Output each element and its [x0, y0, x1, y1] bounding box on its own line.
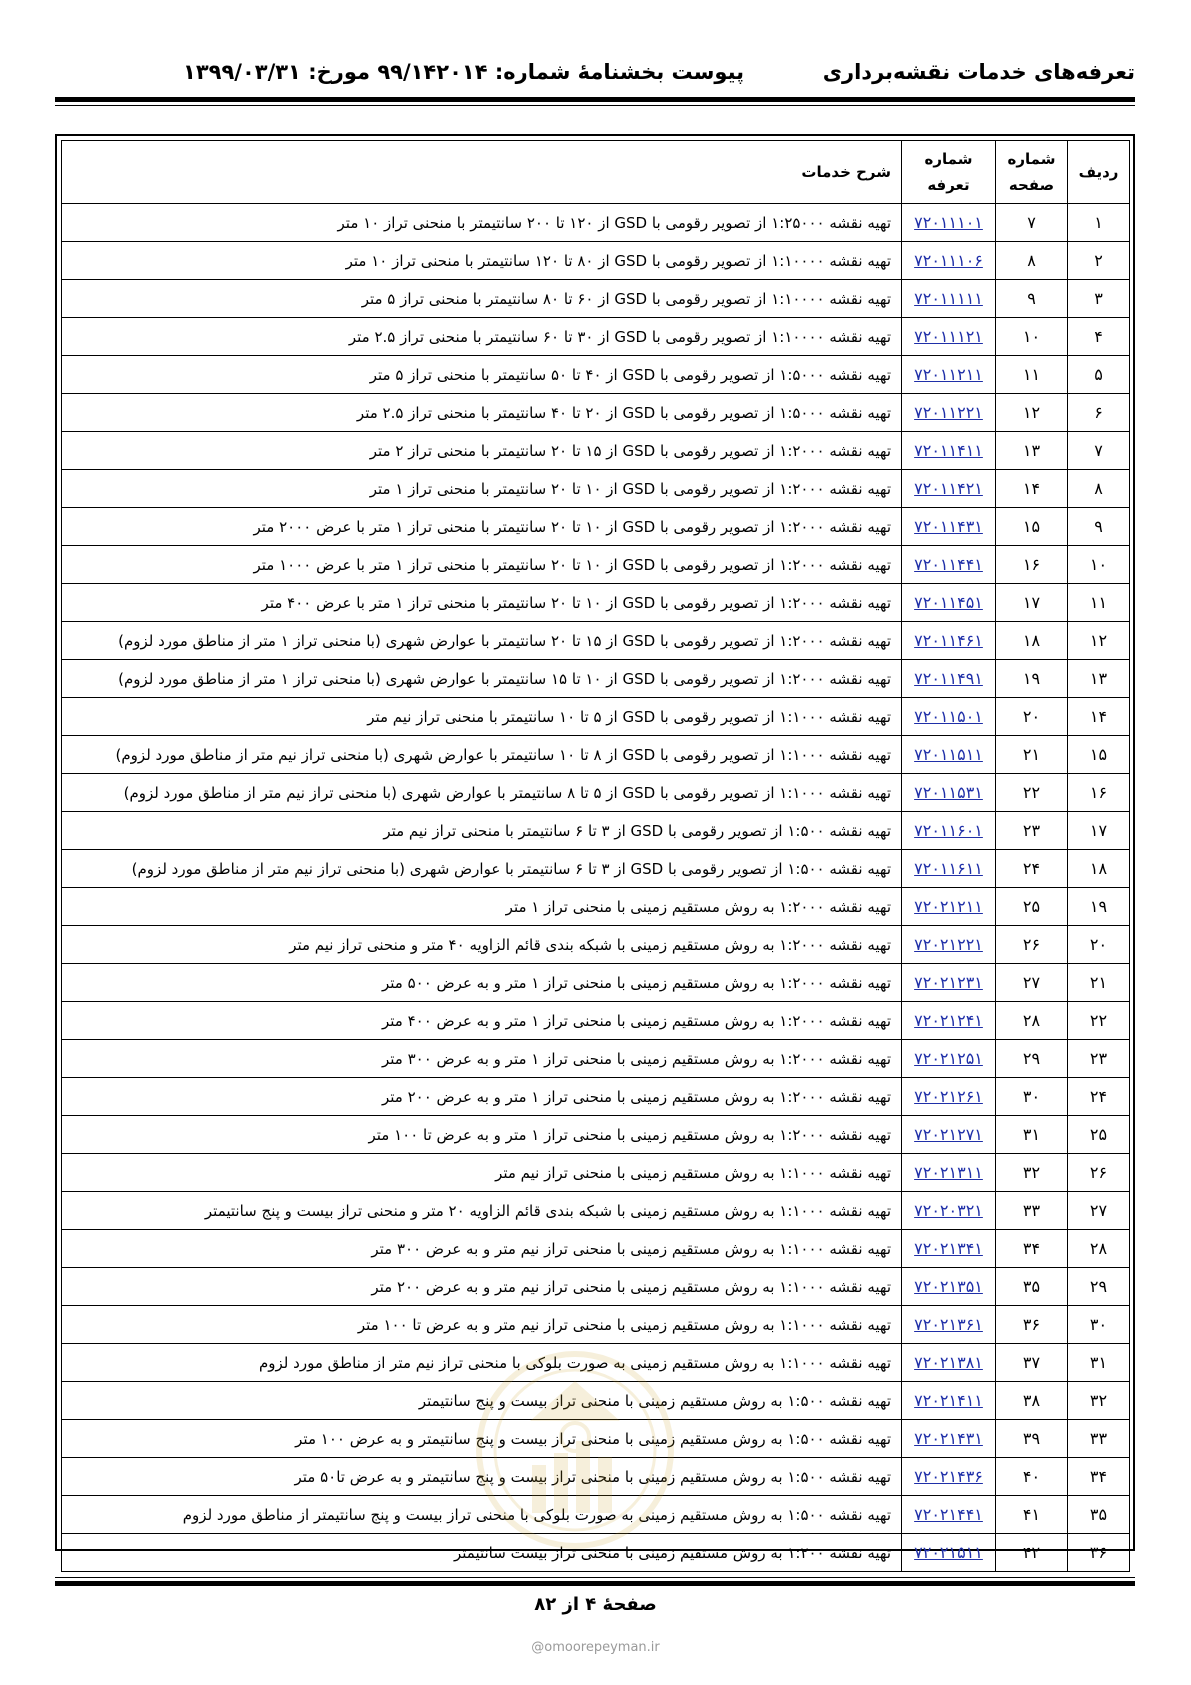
page-number-cell: ۱۵: [996, 508, 1068, 546]
page-number-cell: ۹: [996, 280, 1068, 318]
tariff-code-link[interactable]: ۷۲۰۲۱۲۲۱: [914, 935, 983, 954]
header-page-number: شماره صفحه: [996, 141, 1068, 204]
page-number-cell: ۱۲: [996, 394, 1068, 432]
page-number-cell: ۳۴: [996, 1230, 1068, 1268]
table-row: [62, 508, 1130, 546]
page-number: صفحهٔ ۴ از ۸۲: [534, 1594, 657, 1615]
page-number-cell: ۱۹: [996, 660, 1068, 698]
row-number-cell: ۱۶: [1068, 774, 1130, 812]
tariff-code-cell: [902, 888, 996, 926]
row-number-cell: ۱۰: [1068, 546, 1130, 584]
service-description-cell: تهیه نقشه ۱:۱۰۰۰ از تصویر رقومی با GSD از ۵ تا ۸ سانتیمتر با عوارض شهری (با منحنی تراز نیم متر از مناطق مورد لزوم): [62, 774, 902, 812]
page-number-cell: ۳۲: [996, 1154, 1068, 1192]
service-description-cell: تهیه نقشه ۱:۲۰۰۰ به روش مستقیم زمینی با منحنی تراز ۱ متر و به عرض ۳۰۰ متر: [62, 1040, 902, 1078]
row-number-cell: ۳۰: [1068, 1306, 1130, 1344]
page-number-cell: ۲۴: [996, 850, 1068, 888]
table-row: [62, 356, 1130, 394]
row-number-cell: ۲۶: [1068, 1154, 1130, 1192]
tariff-code-link[interactable]: ۷۲۰۱۱۴۵۱: [914, 593, 983, 612]
tariff-code-link[interactable]: ۷۲۰۲۱۳۴۱: [914, 1239, 983, 1258]
service-description-cell: تهیه نقشه ۱:۲۰۰۰ به روش مستقیم زمینی با منحنی تراز ۱ متر و به عرض تا ۱۰۰ متر: [62, 1116, 902, 1154]
page-number-cell: ۲۲: [996, 774, 1068, 812]
table-row: [62, 1344, 1130, 1382]
row-number-cell: ۳۲: [1068, 1382, 1130, 1420]
row-number-cell: ۳۵: [1068, 1496, 1130, 1534]
tariff-code-cell: [902, 964, 996, 1002]
service-description-cell: تهیه نقشه ۱:۲۰۰۰ از تصویر رقومی با GSD از ۱۰ تا ۲۰ سانتیمتر با منحنی تراز ۱ متر: [62, 470, 902, 508]
tariff-code-cell: [902, 546, 996, 584]
tariff-code-cell: [902, 356, 996, 394]
tariff-code-cell: [902, 736, 996, 774]
service-description-cell: تهیه نقشه ۱:۲۰۰۰ از تصویر رقومی با GSD از ۱۰ تا ۲۰ سانتیمتر با منحنی تراز ۱ متر با عرض ۴۰۰ متر: [62, 584, 902, 622]
row-number-cell: ۲۴: [1068, 1078, 1130, 1116]
tariff-code-link[interactable]: ۷۲۰۲۱۲۶۱: [914, 1087, 983, 1106]
page-number-cell: ۱۳: [996, 432, 1068, 470]
row-number-cell: ۲۲: [1068, 1002, 1130, 1040]
tariff-table: [61, 140, 1130, 1572]
table-row: [62, 1002, 1130, 1040]
service-description-cell: تهیه نقشه ۱:۱۰۰۰۰ از تصویر رقومی با GSD از ۶۰ تا ۸۰ سانتیمتر با منحنی تراز ۵ متر: [62, 280, 902, 318]
page-number-cell: ۲۹: [996, 1040, 1068, 1078]
table-row: [62, 812, 1130, 850]
tariff-code-cell: [902, 1344, 996, 1382]
page-number-cell: ۲۵: [996, 888, 1068, 926]
table-row: [62, 204, 1130, 242]
service-description-cell: تهیه نقشه ۱:۲۵۰۰۰ از تصویر رقومی با GSD از ۱۲۰ تا ۲۰۰ سانتیمتر با منحنی تراز ۱۰ متر: [62, 204, 902, 242]
tariff-code-cell: [902, 698, 996, 736]
table-row: [62, 432, 1130, 470]
tariff-table-frame: [55, 134, 1135, 1562]
row-number-cell: ۶: [1068, 394, 1130, 432]
row-number-cell: ۱۸: [1068, 850, 1130, 888]
tariff-code-link[interactable]: ۷۲۰۲۱۲۳۱: [914, 973, 983, 992]
service-description-cell: تهیه نقشه ۱:۵۰۰ از تصویر رقومی با GSD از ۳ تا ۶ سانتیمتر با عوارض شهری (با منحنی تراز نیم متر از مناطق مورد لزوم): [62, 850, 902, 888]
row-number-cell: ۹: [1068, 508, 1130, 546]
tariff-code-link[interactable]: ۷۲۰۲۰۳۲۱: [914, 1201, 983, 1220]
page-number-cell: ۱۱: [996, 356, 1068, 394]
tariff-code-cell: [902, 242, 996, 280]
tariff-code-cell: [902, 280, 996, 318]
tariff-code-cell: [902, 1116, 996, 1154]
service-description-cell: تهیه نقشه ۱:۲۰۰۰ به روش مستقیم زمینی با منحنی تراز ۱ متر و به عرض ۵۰۰ متر: [62, 964, 902, 1002]
tariff-code-cell: [902, 1458, 996, 1496]
tariff-code-link[interactable]: ۷۲۰۱۱۴۲۱: [914, 479, 983, 498]
tariff-code-cell: [902, 1496, 996, 1534]
service-description-cell: تهیه نقشه ۱:۱۰۰۰۰ از تصویر رقومی با GSD از ۳۰ تا ۶۰ سانتیمتر با منحنی تراز ۲.۵ متر: [62, 318, 902, 356]
table-row: [62, 1268, 1130, 1306]
tariff-code-link[interactable]: ۷۲۰۱۱۴۴۱: [914, 555, 983, 574]
tariff-code-link[interactable]: ۷۲۰۲۱۴۳۶: [914, 1467, 983, 1486]
footer-rule-thin: [55, 1577, 1135, 1578]
table-row: [62, 1078, 1130, 1116]
table-row: [62, 1192, 1130, 1230]
tariff-code-cell: [902, 1306, 996, 1344]
row-number-cell: ۲۸: [1068, 1230, 1130, 1268]
row-number-cell: ۳۱: [1068, 1344, 1130, 1382]
page-number-cell: ۳۸: [996, 1382, 1068, 1420]
table-row: [62, 850, 1130, 888]
table-row: [62, 964, 1130, 1002]
tariff-code-link[interactable]: ۷۲۰۱۱۴۹۱: [914, 669, 983, 688]
page-number-cell: ۴۲: [996, 1534, 1068, 1572]
header-tariff-code: شماره تعرفه: [902, 141, 996, 204]
tariff-code-cell: [902, 1078, 996, 1116]
tariff-code-cell: [902, 812, 996, 850]
service-description-cell: تهیه نقشه ۱:۱۰۰۰ از تصویر رقومی با GSD از ۸ تا ۱۰ سانتیمتر با عوارض شهری (با منحنی تراز نیم متر از مناطق مورد لزوم): [62, 736, 902, 774]
service-description-cell: تهیه نقشه ۱:۲۰۰۰ به روش مستقیم زمینی با منحنی تراز ۱ متر و به عرض ۴۰۰ متر: [62, 1002, 902, 1040]
tariff-code-link[interactable]: ۷۲۰۲۱۳۱۱: [914, 1163, 983, 1182]
page-header: [55, 54, 1135, 94]
tariff-code-cell: [902, 584, 996, 622]
tariff-code-link[interactable]: ۷۲۰۱۱۵۱۱: [914, 745, 983, 764]
tariff-code-link[interactable]: ۷۲۰۱۱۱۰۶: [914, 251, 983, 270]
service-description-cell: تهیه نقشه ۱:۲۰۰۰ از تصویر رقومی با GSD از ۱۵ تا ۲۰ سانتیمتر با عوارض شهری (با منحنی تراز ۱ متر از مناطق مورد لزوم): [62, 622, 902, 660]
row-number-cell: ۳۴: [1068, 1458, 1130, 1496]
tariff-code-cell: [902, 1154, 996, 1192]
tariff-code-link[interactable]: ۷۲۰۲۱۲۴۱: [914, 1011, 983, 1030]
row-number-cell: ۷: [1068, 432, 1130, 470]
tariff-code-link[interactable]: ۷۲۰۱۱۶۱۱: [914, 859, 983, 878]
table-row: [62, 698, 1130, 736]
tariff-code-cell: [902, 850, 996, 888]
page-number-cell: ۳۰: [996, 1078, 1068, 1116]
table-body: [62, 204, 1130, 1572]
table-row: [62, 470, 1130, 508]
row-number-cell: ۱۵: [1068, 736, 1130, 774]
table-row: [62, 622, 1130, 660]
row-number-cell: ۲۱: [1068, 964, 1130, 1002]
row-number-cell: ۱۷: [1068, 812, 1130, 850]
service-description-cell: تهیه نقشه ۱:۵۰۰۰ از تصویر رقومی با GSD از ۲۰ تا ۴۰ سانتیمتر با منحنی تراز ۲.۵ متر: [62, 394, 902, 432]
page-number-cell: ۴۱: [996, 1496, 1068, 1534]
service-description-cell: تهیه نقشه ۱:۱۰۰۰ به روش مستقیم زمینی با منحنی تراز نیم متر: [62, 1154, 902, 1192]
tariff-code-cell: [902, 1420, 996, 1458]
service-description-cell: تهیه نقشه ۱:۵۰۰ به روش مستقیم زمینی با منحنی تراز بیست و پنج سانتیمتر: [62, 1382, 902, 1420]
table-row: [62, 1230, 1130, 1268]
tariff-code-link[interactable]: ۷۲۰۱۱۵۰۱: [914, 707, 983, 726]
row-number-cell: ۲۷: [1068, 1192, 1130, 1230]
table-row: [62, 1420, 1130, 1458]
table-row: [62, 394, 1130, 432]
service-description-cell: تهیه نقشه ۱:۱۰۰۰ به روش مستقیم زمینی با منحنی تراز نیم متر و به عرض ۲۰۰ متر: [62, 1268, 902, 1306]
table-row: [62, 926, 1130, 964]
service-description-cell: تهیه نقشه ۱:۲۰۰۰ به روش مستقیم زمینی با منحنی تراز ۱ متر: [62, 888, 902, 926]
table-row: [62, 318, 1130, 356]
tariff-code-cell: [902, 394, 996, 432]
page-number-cell: ۱۸: [996, 622, 1068, 660]
tariff-code-link[interactable]: ۷۲۰۱۱۲۱۱: [914, 365, 983, 384]
table-row: [62, 1040, 1130, 1078]
service-description-cell: تهیه نقشه ۱:۱۰۰۰ به روش مستقیم زمینی با منحنی تراز نیم متر و به عرض تا ۱۰۰ متر: [62, 1306, 902, 1344]
header-description: شرح خدمات: [62, 141, 902, 204]
tariff-code-cell: [902, 508, 996, 546]
tariff-code-link[interactable]: ۷۲۰۱۱۱۰۱: [914, 213, 983, 232]
service-description-cell: تهیه نقشه ۱:۵۰۰ به روش مستقیم زمینی با منحنی تراز بیست و پنج سانتیمتر و به عرض ۱۰۰ متر: [62, 1420, 902, 1458]
service-description-cell: تهیه نقشه ۱:۲۰۰۰ از تصویر رقومی با GSD از ۱۵ تا ۲۰ سانتیمتر با منحنی تراز ۲ متر: [62, 432, 902, 470]
service-description-cell: تهیه نقشه ۱:۲۰۰ به روش مستقیم زمینی با منحنی تراز بیست سانتیمتر: [62, 1534, 902, 1572]
row-number-cell: ۳: [1068, 280, 1130, 318]
header-row-number: ردیف: [1068, 141, 1130, 204]
service-description-cell: تهیه نقشه ۱:۵۰۰ از تصویر رقومی با GSD از ۳ تا ۶ سانتیمتر با منحنی تراز نیم متر: [62, 812, 902, 850]
tariff-code-link[interactable]: ۷۲۰۲۱۴۴۱: [914, 1505, 983, 1524]
page-number-cell: ۳۹: [996, 1420, 1068, 1458]
tariff-code-link[interactable]: ۷۲۰۲۱۳۶۱: [914, 1315, 983, 1334]
page-number-cell: ۲۰: [996, 698, 1068, 736]
tariff-code-link[interactable]: ۷۲۰۲۱۵۱۱: [914, 1543, 983, 1562]
tariff-code-link[interactable]: ۷۲۰۱۱۴۶۱: [914, 631, 983, 650]
tariff-code-cell: [902, 1534, 996, 1572]
page-number-cell: ۲۳: [996, 812, 1068, 850]
service-description-cell: تهیه نقشه ۱:۱۰۰۰ به روش مستقیم زمینی با شبکه بندی قائم الزاویه ۲۰ متر و منحنی تراز بیست و پنج سانتیمتر: [62, 1192, 902, 1230]
tariff-code-cell: [902, 1268, 996, 1306]
table-row: [62, 660, 1130, 698]
table-row: [62, 888, 1130, 926]
tariff-code-cell: [902, 1230, 996, 1268]
tariff-code-link[interactable]: ۷۲۰۱۱۵۳۱: [914, 783, 983, 802]
row-number-cell: ۱۴: [1068, 698, 1130, 736]
page-number-cell: ۳۵: [996, 1268, 1068, 1306]
service-description-cell: تهیه نقشه ۱:۲۰۰۰ از تصویر رقومی با GSD از ۱۰ تا ۱۵ سانتیمتر با عوارض شهری (با منحنی تراز ۱ متر از مناطق مورد لزوم): [62, 660, 902, 698]
tariff-code-link[interactable]: ۷۲۰۲۱۴۱۱: [914, 1391, 983, 1410]
table-row: [62, 546, 1130, 584]
tariff-code-cell: [902, 926, 996, 964]
service-description-cell: تهیه نقشه ۱:۲۰۰۰ از تصویر رقومی با GSD از ۱۰ تا ۲۰ سانتیمتر با منحنی تراز ۱ متر با عرض ۱۰۰۰ متر: [62, 546, 902, 584]
tariff-code-cell: [902, 1382, 996, 1420]
tariff-code-cell: [902, 774, 996, 812]
table-row: [62, 1154, 1130, 1192]
row-number-cell: ۲۵: [1068, 1116, 1130, 1154]
tariff-code-link[interactable]: ۷۲۰۱۱۱۲۱: [914, 327, 983, 346]
header-rule-thin: [55, 105, 1135, 106]
table-row: [62, 1458, 1130, 1496]
page-number-cell: ۱۰: [996, 318, 1068, 356]
website-watermark: @omoorepeyman.ir: [531, 1640, 660, 1655]
tariff-code-cell: [902, 470, 996, 508]
page-number-cell: ۸: [996, 242, 1068, 280]
service-description-cell: تهیه نقشه ۱:۱۰۰۰ به روش مستقیم زمینی به صورت بلوکی با منحنی تراز نیم متر از مناطق مورد لزوم: [62, 1344, 902, 1382]
header-rule-thick: [55, 97, 1135, 102]
circular-reference: پیوست بخشنامهٔ شماره: ۹۹/۱۴۲۰۱۴ مورخ: ۱۳۹۹/۰۳/۳۱: [183, 60, 745, 84]
page-number-cell: ۷: [996, 204, 1068, 242]
tariff-code-cell: [902, 204, 996, 242]
document-title: تعرفه‌های خدمات نقشه‌برداری: [822, 60, 1135, 84]
row-number-cell: ۲۹: [1068, 1268, 1130, 1306]
row-number-cell: ۱۳: [1068, 660, 1130, 698]
tariff-code-cell: [902, 432, 996, 470]
tariff-code-link[interactable]: ۷۲۰۲۱۴۳۱: [914, 1429, 983, 1448]
tariff-code-link[interactable]: ۷۲۰۲۱۲۵۱: [914, 1049, 983, 1068]
table-row: [62, 1306, 1130, 1344]
service-description-cell: تهیه نقشه ۱:۱۰۰۰ از تصویر رقومی با GSD از ۵ تا ۱۰ سانتیمتر با منحنی تراز نیم متر: [62, 698, 902, 736]
service-description-cell: تهیه نقشه ۱:۲۰۰۰ به روش مستقیم زمینی با منحنی تراز ۱ متر و به عرض ۲۰۰ متر: [62, 1078, 902, 1116]
page-number-cell: ۱۷: [996, 584, 1068, 622]
table-row: [62, 736, 1130, 774]
row-number-cell: ۱: [1068, 204, 1130, 242]
row-number-cell: ۲۰: [1068, 926, 1130, 964]
tariff-code-link[interactable]: ۷۲۰۲۱۲۷۱: [914, 1125, 983, 1144]
tariff-code-link[interactable]: ۷۲۰۲۱۳۵۱: [914, 1277, 983, 1296]
tariff-code-link[interactable]: ۷۲۰۱۱۶۰۱: [914, 821, 983, 840]
page-number-cell: ۳۱: [996, 1116, 1068, 1154]
table-row: [62, 1116, 1130, 1154]
tariff-code-cell: [902, 1002, 996, 1040]
row-number-cell: ۵: [1068, 356, 1130, 394]
tariff-code-link[interactable]: ۷۲۰۲۱۳۸۱: [914, 1353, 983, 1372]
tariff-code-link[interactable]: ۷۲۰۱۱۲۲۱: [914, 403, 983, 422]
page-number-cell: ۳۳: [996, 1192, 1068, 1230]
table-row: [62, 280, 1130, 318]
table-row: [62, 1496, 1130, 1534]
table-header-row: [62, 141, 1130, 204]
row-number-cell: ۱۹: [1068, 888, 1130, 926]
tariff-code-cell: [902, 1192, 996, 1230]
tariff-code-link[interactable]: ۷۲۰۱۱۱۱۱: [914, 289, 983, 308]
page-number-cell: ۱۴: [996, 470, 1068, 508]
table-row: [62, 584, 1130, 622]
row-number-cell: ۳۶: [1068, 1534, 1130, 1572]
row-number-cell: ۲: [1068, 242, 1130, 280]
tariff-code-link[interactable]: ۷۲۰۲۱۲۱۱: [914, 897, 983, 916]
row-number-cell: ۱۲: [1068, 622, 1130, 660]
table-row: [62, 1534, 1130, 1572]
tariff-code-cell: [902, 1040, 996, 1078]
table-row: [62, 1382, 1130, 1420]
tariff-code-link[interactable]: ۷۲۰۱۱۴۳۱: [914, 517, 983, 536]
page-number-cell: ۳۷: [996, 1344, 1068, 1382]
page-number-cell: ۳۶: [996, 1306, 1068, 1344]
footer-rule-thick: [55, 1581, 1135, 1586]
page-number-cell: ۲۷: [996, 964, 1068, 1002]
page-number-cell: ۲۸: [996, 1002, 1068, 1040]
table-row: [62, 242, 1130, 280]
service-description-cell: تهیه نقشه ۱:۵۰۰۰ از تصویر رقومی با GSD از ۴۰ تا ۵۰ سانتیمتر با منحنی تراز ۵ متر: [62, 356, 902, 394]
page-number-cell: ۱۶: [996, 546, 1068, 584]
tariff-code-cell: [902, 622, 996, 660]
page-number-cell: ۲۱: [996, 736, 1068, 774]
tariff-code-cell: [902, 318, 996, 356]
page-number-cell: ۴۰: [996, 1458, 1068, 1496]
service-description-cell: تهیه نقشه ۱:۵۰۰ به روش مستقیم زمینی به صورت بلوکی با منحنی تراز بیست و پنج سانتیمتر از مناطق مورد لزوم: [62, 1496, 902, 1534]
row-number-cell: ۳۳: [1068, 1420, 1130, 1458]
row-number-cell: ۸: [1068, 470, 1130, 508]
row-number-cell: ۴: [1068, 318, 1130, 356]
service-description-cell: تهیه نقشه ۱:۵۰۰ به روش مستقیم زمینی با منحنی تراز بیست و پنج سانتیمتر و به عرض تا۵۰ متر: [62, 1458, 902, 1496]
tariff-code-link[interactable]: ۷۲۰۱۱۴۱۱: [914, 441, 983, 460]
service-description-cell: تهیه نقشه ۱:۱۰۰۰۰ از تصویر رقومی با GSD از ۸۰ تا ۱۲۰ سانتیمتر با منحنی تراز ۱۰ متر: [62, 242, 902, 280]
service-description-cell: تهیه نقشه ۱:۲۰۰۰ از تصویر رقومی با GSD از ۱۰ تا ۲۰ سانتیمتر با منحنی تراز ۱ متر با عرض ۲۰۰۰ متر: [62, 508, 902, 546]
tariff-code-cell: [902, 660, 996, 698]
service-description-cell: تهیه نقشه ۱:۲۰۰۰ به روش مستقیم زمینی با شبکه بندی قائم الزاویه ۴۰ متر و منحنی تراز نیم متر: [62, 926, 902, 964]
service-description-cell: تهیه نقشه ۱:۱۰۰۰ به روش مستقیم زمینی با منحنی تراز نیم متر و به عرض ۳۰۰ متر: [62, 1230, 902, 1268]
table-row: [62, 774, 1130, 812]
row-number-cell: ۲۳: [1068, 1040, 1130, 1078]
row-number-cell: ۱۱: [1068, 584, 1130, 622]
page-number-cell: ۲۶: [996, 926, 1068, 964]
